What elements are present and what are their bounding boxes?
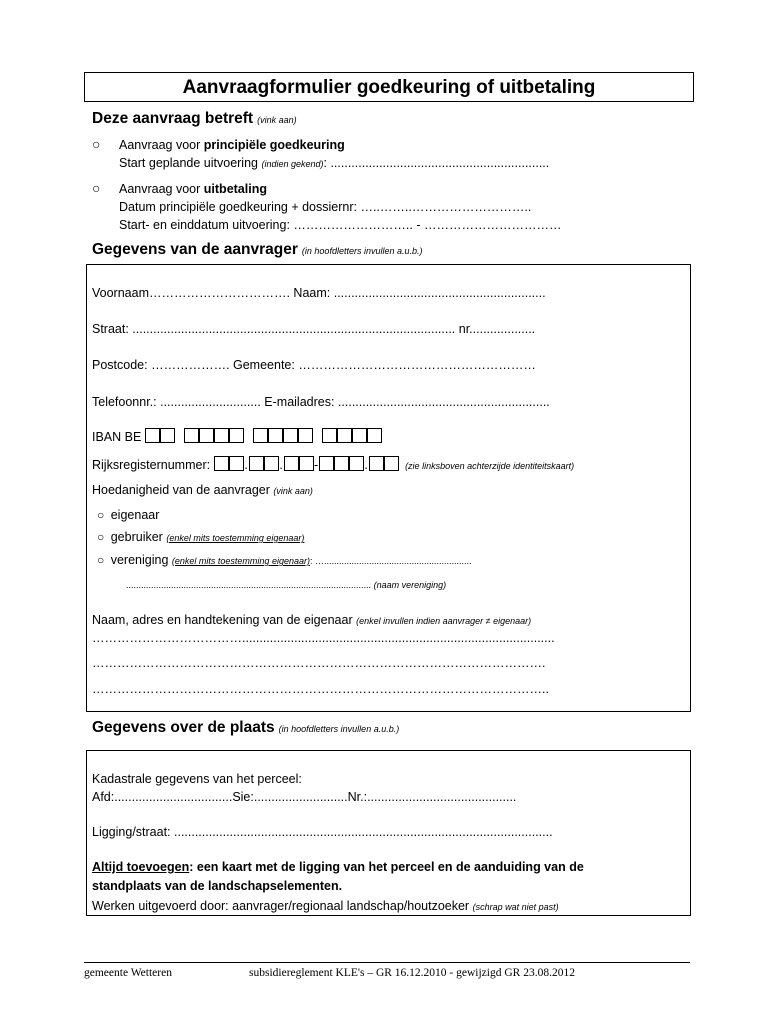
footer-divider xyxy=(84,962,690,963)
rijks-separator: . xyxy=(279,458,283,472)
radio-circle-icon[interactable]: ○ xyxy=(97,530,105,544)
rijksregister-row xyxy=(92,456,574,472)
altijd-toevoegen-line xyxy=(92,860,584,874)
rijks-digit-box[interactable] xyxy=(334,456,349,471)
rijks-digit-box[interactable] xyxy=(284,456,299,471)
rijks-digit-box[interactable] xyxy=(349,456,364,471)
option-eigenaar-label: eigenaar xyxy=(110,508,160,522)
hoedanigheid-note: (vink aan) xyxy=(273,486,313,496)
option-gebruiker-note: (enkel mits toestemming eigenaar) xyxy=(166,533,305,543)
vereniging-dots[interactable]: : …........................................................... xyxy=(309,556,472,566)
iban-digit-box[interactable] xyxy=(253,428,268,443)
altijd-toevoegen-label: Altijd toevoegen xyxy=(92,860,190,874)
section-heading-aanvraag xyxy=(92,110,297,128)
hoedanigheid-label xyxy=(92,483,313,497)
hoedanigheid-text: Hoedanigheid van de aanvrager xyxy=(92,483,270,497)
rijks-digit-box[interactable] xyxy=(264,456,279,471)
option-vereniging-label: vereniging xyxy=(110,553,169,567)
option-bold: principiële goedkeuring xyxy=(203,138,345,152)
option-eigenaar[interactable] xyxy=(97,508,159,522)
radio-circle-icon[interactable]: ○ xyxy=(92,136,101,152)
werken-uitgevoerd-field[interactable] xyxy=(92,899,559,913)
iban-digit-box[interactable] xyxy=(337,428,352,443)
rijksregister-note: (zie linksboven achterzijde identiteitskaart) xyxy=(405,461,575,471)
section-heading-text: Gegevens van de aanvrager xyxy=(92,241,298,258)
postcode-gemeente-field[interactable]: Postcode: ………………. Gemeente: ………………………………………………… xyxy=(92,358,536,372)
option-vereniging-note: (enkel mits toestemming eigenaar) xyxy=(171,556,310,566)
field-label: Start geplande uitvoering xyxy=(119,156,262,170)
iban-digit-box[interactable] xyxy=(145,428,160,443)
iban-digit-box[interactable] xyxy=(283,428,298,443)
iban-row xyxy=(92,428,382,444)
datum-principiele-goedkeuring-field[interactable]: Datum principiële goedkeuring + dossiernr: …..……..……………………….. xyxy=(119,200,532,214)
iban-digit-box[interactable] xyxy=(160,428,175,443)
option-bold: uitbetaling xyxy=(203,182,267,196)
afd-sie-nr-field[interactable]: Afd:..................................Sie:...........................Nr.:........................................... xyxy=(92,790,517,804)
section-heading-aanvrager xyxy=(92,241,423,259)
naam-vereniging-field[interactable] xyxy=(126,580,446,590)
voornaam-naam-field[interactable]: Voornaam……………………………. Naam: ............................................................. xyxy=(92,286,546,300)
section-heading-text: Deze aanvraag betreft xyxy=(92,110,254,127)
radio-circle-icon[interactable]: ○ xyxy=(97,508,105,522)
iban-digit-box[interactable] xyxy=(184,428,199,443)
title-box xyxy=(84,72,694,102)
eigenaar-line-1[interactable]: ……………………………….......................................................................................... xyxy=(92,631,555,645)
ligging-straat-field[interactable]: Ligging/straat: ............................................................................................................. xyxy=(92,825,553,839)
field-dots[interactable]: : ............................................................... xyxy=(323,156,550,170)
rijks-digit-box[interactable] xyxy=(369,456,384,471)
radio-circle-icon[interactable]: ○ xyxy=(97,553,105,567)
section-heading-note: (vink aan) xyxy=(257,115,297,125)
option-prefix: Aanvraag voor xyxy=(119,182,204,196)
rijks-digit-box[interactable] xyxy=(299,456,314,471)
naam-vereniging-note: (naam vereniging) xyxy=(373,580,447,590)
option-vereniging[interactable] xyxy=(97,553,472,567)
eigenaar-line-2[interactable]: ………………………………………………………………………………………………. xyxy=(92,656,546,670)
rijks-digit-box[interactable] xyxy=(384,456,399,471)
kadastraal-label: Kadastrale gegevens van het perceel: xyxy=(92,772,302,786)
rijks-digit-box[interactable] xyxy=(214,456,229,471)
form-title: Aanvraagformulier goedkeuring of uitbetaling xyxy=(182,77,596,98)
start-einddatum-field[interactable]: Start- en einddatum uitvoering: ……………………….. - …………………………… xyxy=(119,218,562,232)
rijks-separator: . xyxy=(364,458,368,472)
rijksregister-label: Rijksregisternummer: xyxy=(92,458,211,472)
eigenaar-text: Naam, adres en handtekening van de eigenaar xyxy=(92,613,353,627)
werken-note: (schrap wat niet past) xyxy=(472,902,559,912)
start-geplande-uitvoering-field[interactable] xyxy=(119,156,549,170)
option-gebruiker[interactable] xyxy=(97,530,304,544)
naam-vereniging-dots[interactable]: .................................................................................................. xyxy=(126,580,372,590)
altijd-toevoegen-line-2: standplaats van de landschapselementen. xyxy=(92,879,343,893)
iban-digit-box[interactable] xyxy=(352,428,367,443)
section-heading-plaats xyxy=(92,719,399,737)
footer-left: gemeente Wetteren xyxy=(84,967,172,979)
option-gebruiker-label: gebruiker xyxy=(110,530,163,544)
eigenaar-label xyxy=(92,613,531,627)
footer-right: subsidiereglement KLE's – GR 16.12.2010 - gewijzigd GR 23.08.2012 xyxy=(249,967,575,979)
rijks-digit-box[interactable] xyxy=(319,456,334,471)
radio-circle-icon[interactable]: ○ xyxy=(92,180,101,196)
option-prefix: Aanvraag voor xyxy=(119,138,204,152)
rijks-separator: - xyxy=(313,458,319,472)
radio-principiele-goedkeuring[interactable] xyxy=(92,136,100,152)
eigenaar-line-3[interactable]: ……………………………………………………………………………………………….. xyxy=(92,682,549,696)
field-note: (indien gekend) xyxy=(261,159,324,169)
iban-digit-box[interactable] xyxy=(298,428,313,443)
radio-uitbetaling[interactable] xyxy=(92,180,100,196)
iban-digit-box[interactable] xyxy=(214,428,229,443)
iban-digit-box[interactable] xyxy=(322,428,337,443)
rijks-digit-box[interactable] xyxy=(229,456,244,471)
option-principiele-goedkeuring xyxy=(119,138,345,152)
section-heading-note: (in hoofdletters invullen a.u.b.) xyxy=(301,246,423,256)
rijks-separator: . xyxy=(244,458,248,472)
section-heading-text: Gegevens over de plaats xyxy=(92,719,275,736)
iban-digit-box[interactable] xyxy=(268,428,283,443)
iban-digit-box[interactable] xyxy=(229,428,244,443)
option-uitbetaling xyxy=(119,182,267,196)
iban-digit-box[interactable] xyxy=(367,428,382,443)
telefoon-email-field[interactable]: Telefoonnr.: ............................. E-mailadres: ............................................................. xyxy=(92,395,550,409)
eigenaar-note: (enkel invullen indien aanvrager ≠ eigenaar) xyxy=(356,616,532,626)
iban-label: IBAN BE xyxy=(92,430,142,444)
werken-text: Werken uitgevoerd door: aanvrager/regionaal landschap/houtzoeker xyxy=(92,899,470,913)
iban-digit-box[interactable] xyxy=(199,428,214,443)
rijks-digit-box[interactable] xyxy=(249,456,264,471)
section-heading-note: (in hoofdletters invullen a.u.b.) xyxy=(278,724,400,734)
straat-nr-field[interactable]: Straat: ............................................................................................. nr................... xyxy=(92,322,536,336)
altijd-toevoegen-text: : een kaart met de ligging van het perceel en de aanduiding van de xyxy=(189,860,584,874)
